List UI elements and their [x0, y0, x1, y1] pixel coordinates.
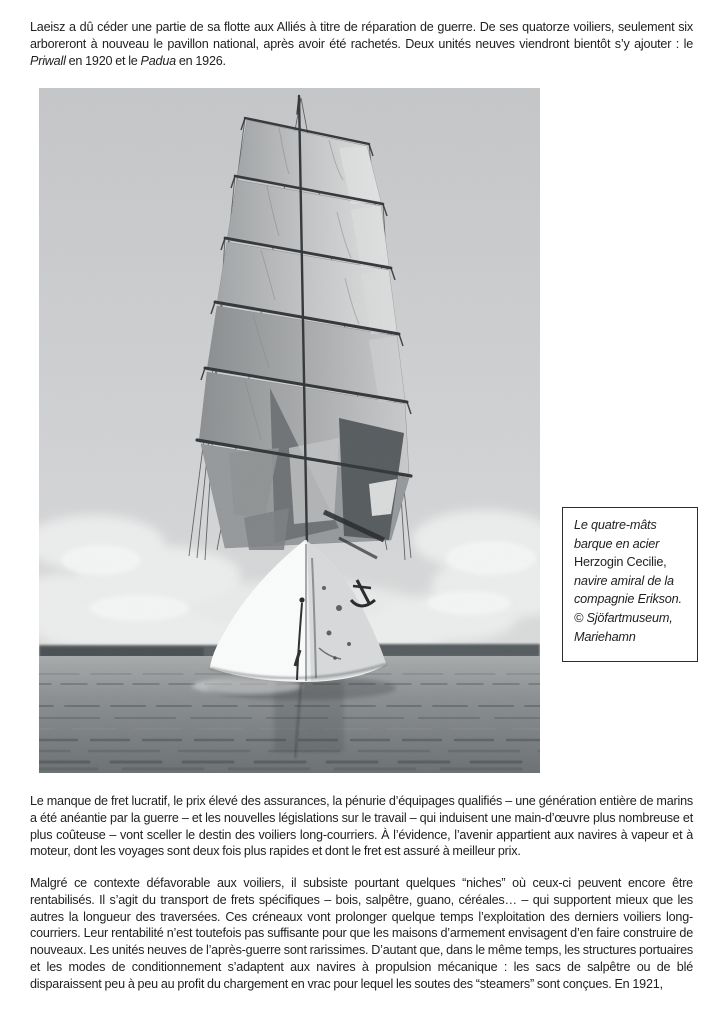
ship-photograph [39, 88, 540, 773]
tall-ship-illustration [39, 88, 540, 773]
photo-caption-text: Le quatre-mâts barque en acier Herzogin Cecilie, navire amiral de la compagnie Erikson. © Sjöfartmuseum, Mariehamn [574, 518, 682, 644]
paragraph-niche-markets: Malgré ce contexte défavorable aux voiliers, il subsiste pourtant quelques “niches” où ceux-ci peuvent encore être rentabilisés. Il s’agit du transport de frets spécifiques – bois, salpêtre, guano, céréales… – qui supportent mieux que les autres la longueur des traversées. Ces créneaux vont prolonger quelque temps l’exploitation des derniers voiliers long-courriers. Leur rentabilité n’est toutefois pas suffisante pour que les maisons d’armement envisagent d’en faire construire de nouveaux. Les unités neuves de l’après-guerre sont rarissimes. D’autant que, dans le même temps, les structures portuaires et les modes de conditionnement s’adaptent aux navires à propulsion mécanique : les sacs de salpêtre ou de blé disparaissent peu à peu au profit du chargement en vrac pour lequel les soutes des “steamers” sont conçues. En 1921, [30, 876, 693, 991]
paragraph-intro: Laeisz a dû céder une partie de sa flotte aux Alliés à titre de réparation de guerre. De ses quatorze voiliers, seulement six arboreront à nouveau le pavillon national, après avoir été rachetés. Deux unités neuves viendront bientôt s’y ajouter : le Priwall en 1920 et le Padua en 1926. [30, 20, 693, 68]
photo-caption-box [562, 507, 698, 662]
paragraph-freight-decline: Le manque de fret lucratif, le prix élevé des assurances, la pénurie d’équipages qualifiés – une génération entière de marins a été anéantie par la guerre – et les nouvelles législations sur le travail – qui induisent une main-d’œuvre plus nombreuse et plus coûteuse – vont sceller le destin des voiliers long-courriers. À l’évidence, l’avenir appartient aux navires à vapeur et à moteur, dont les voyages sont deux fois plus rapides et dont le fret est assuré à meilleur prix. [30, 794, 693, 859]
